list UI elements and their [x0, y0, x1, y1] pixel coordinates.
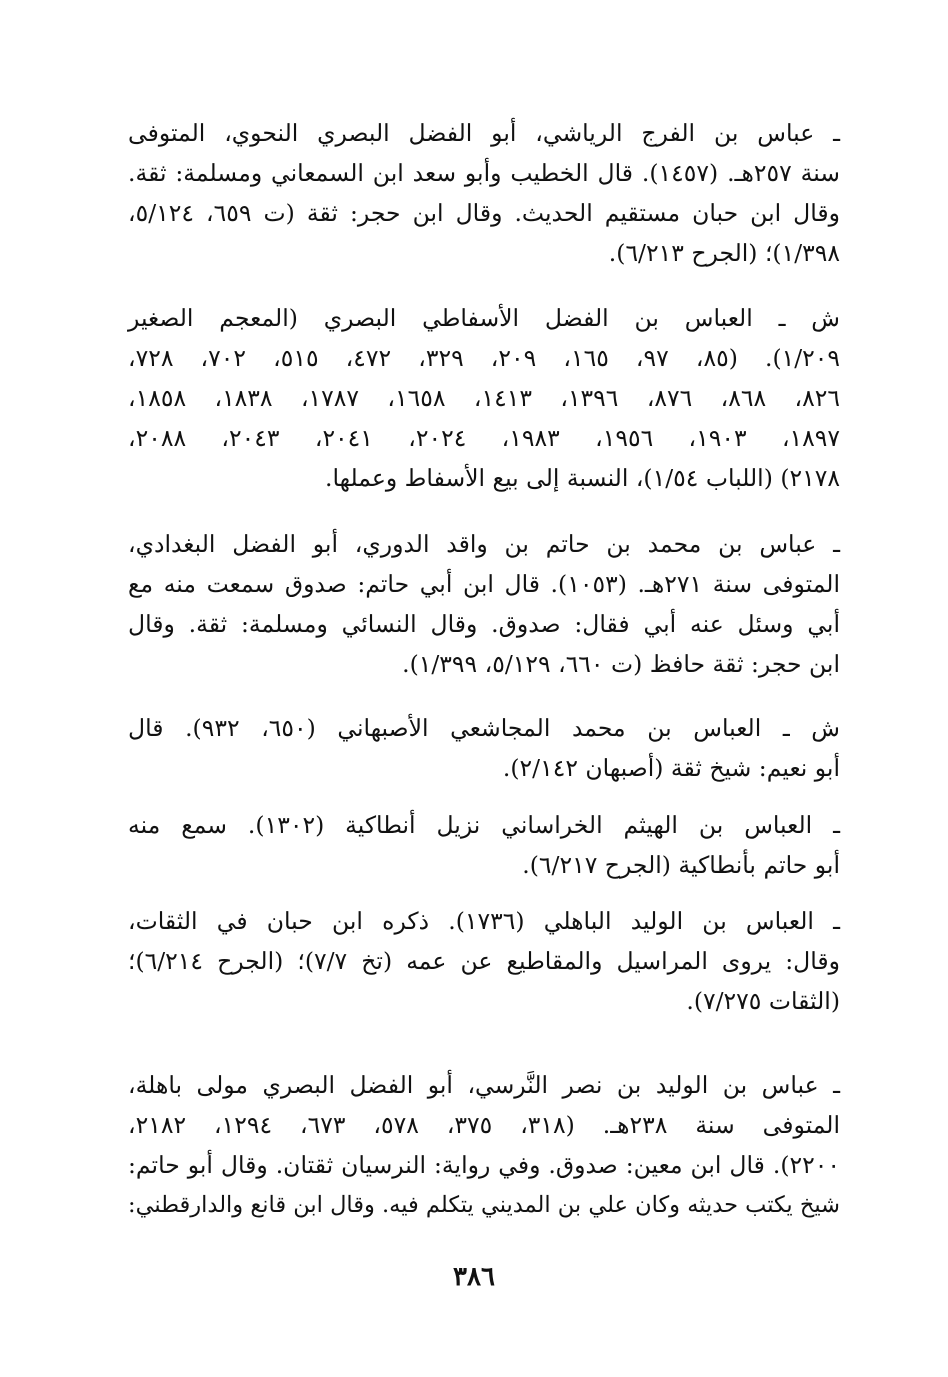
entry-abbas-ibn-muhammad-al-duri — [128, 524, 840, 684]
entry-line: ٨٢٦، ٨٦٨، ٨٧٦، ١٣٩٦، ١٤١٣، ١٦٥٨، ١٧٨٧، ١٨٣٨، ١٨٥٨، — [128, 384, 840, 412]
entry-line: أبو حاتم بأنطاكية (الجرح ٦/٢١٧). — [522, 851, 840, 879]
entry-line: المتوفى سنة ٢٣٨هـ. (٣١٨، ٣٧٥، ٥٧٨، ٦٧٣، ١٢٩٤، ٢١٨٢، — [128, 1111, 840, 1139]
entry-line: شيخ يكتب حديثه وكان علي بن المديني يتكلم فيه. وقال ابن قانع والدارقطني: — [128, 1192, 840, 1218]
entry-line: ـ العباس بن الوليد الباهلي (١٧٣٦). ذكره ابن حبان في الثقات، — [128, 907, 840, 935]
entry-line: ـ عباس بن الفرج الرياشي، أبو الفضل البصري النحوي، المتوفى — [128, 119, 840, 147]
entry-line: ١/٢٠٩). (٨٥، ٩٧، ١٦٥، ٢٠٩، ٣٢٩، ٤٧٢، ٥١٥، ٧٠٢، ٧٢٨، — [128, 344, 841, 372]
entry-line: ابن حجر: ثقة حافظ (ت ٦٦٠، ٥/١٢٩، ١/٣٩٩). — [402, 650, 840, 678]
page-number: ٣٨٦ — [453, 1262, 495, 1292]
entry-line: ١/٣٩٨)؛ (الجرح ٦/٢١٣). — [608, 239, 840, 267]
entry-al-abbas-ibn-al-walid-al-bahili — [128, 901, 840, 1021]
entry-line: سنة ٢٥٧هـ. (١٤٥٧). قال الخطيب وأبو سعد ابن السمعاني ومسلمة: ثقة. — [128, 159, 840, 187]
entry-line: ـ عباس بن محمد بن حاتم بن واقد الدوري، أبو الفضل البغدادي، — [128, 530, 840, 558]
entry-line: ٢١٧٨) (اللباب ١/٥٤)، النسبة إلى بيع الأسفاط وعملها. — [325, 464, 840, 492]
entry-al-abbas-al-mujashii — [128, 708, 840, 788]
entry-abbas-ibn-al-walid-al-narsi — [128, 1065, 840, 1225]
entry-line: ـ العباس بن الهيثم الخراساني نزيل أنطاكية (١٣٠٢). سمع منه — [128, 811, 840, 839]
entry-al-abbas-ibn-al-haytham — [128, 805, 840, 885]
entry-abbas-ibn-al-faraj — [128, 113, 840, 273]
entry-line: ٢٢٠٠). قال ابن معين: صدوق. وفي رواية: النرسيان ثقتان. وقال أبو حاتم: — [128, 1151, 840, 1179]
entry-line: (الثقات ٧/٢٧٥). — [686, 987, 840, 1015]
entry-line: ش ـ العباس بن محمد المجاشعي الأصبهاني (٦٥٠، ٩٣٢). قال — [128, 714, 840, 742]
entry-line: ش ـ العباس بن الفضل الأسفاطي البصري (المعجم الصغير — [128, 304, 840, 332]
entry-line: وقال ابن حبان مستقيم الحديث. وقال ابن حجر: ثقة (ت ٦٥٩، ٥/١٢٤، — [128, 199, 840, 227]
entry-line: أبو نعيم: شيخ ثقة (أصبهان ٢/١٤٢). — [502, 754, 840, 782]
entry-line: المتوفى سنة ٢٧١هـ. (١٠٥٣). قال ابن أبي حاتم: صدوق سمعت منه مع — [128, 570, 840, 598]
entry-line: وقال: يروى المراسيل والمقاطيع عن عمه (تخ ٧/٧)؛ (الجرح ٦/٢١٤)؛ — [128, 947, 840, 975]
entry-line: ـ عباس بن الوليد بن نصر النَّرسي، أبو الفضل البصري مولى باهلة، — [128, 1071, 840, 1099]
entry-al-abbas-ibn-al-fadl — [128, 298, 840, 498]
entry-line: أبي وسئل عنه أبي فقال: صدوق. وقال النسائي ومسلمة: ثقة. وقال — [128, 610, 840, 638]
entry-line: ١٨٩٧، ١٩٠٣، ١٩٥٦، ١٩٨٣، ٢٠٢٤، ٢٠٤١، ٢٠٤٣، ٢٠٨٨، — [128, 424, 841, 452]
